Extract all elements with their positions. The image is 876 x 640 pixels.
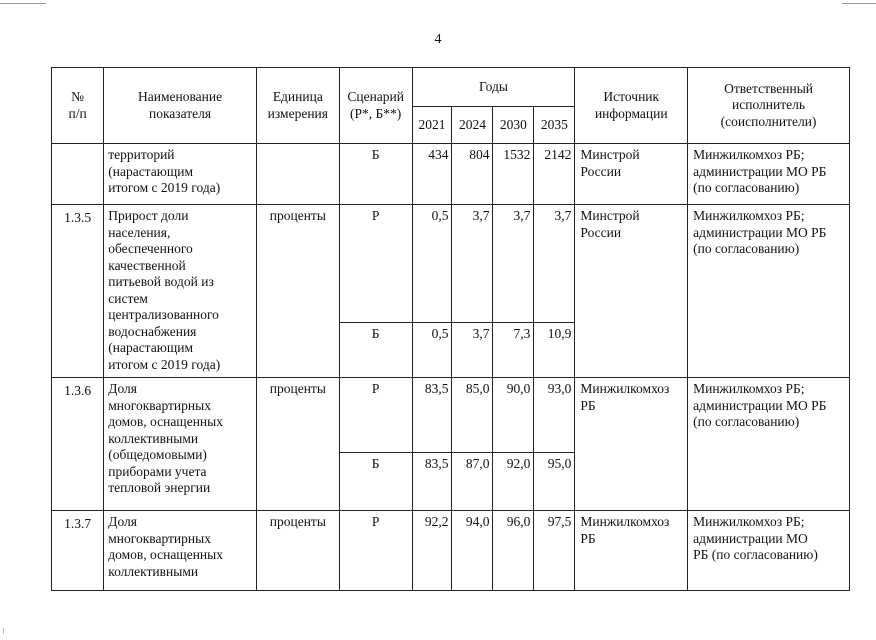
value-2021: 83,5	[412, 378, 452, 453]
header-year-2024: 2024	[452, 107, 493, 144]
row-responsible: Минжилкомхоз РБ; администрации МО РБ (по согласованию)	[688, 511, 850, 591]
row-unit: проценты	[256, 378, 339, 511]
table-row	[52, 378, 850, 453]
row-unit	[256, 144, 339, 205]
header-year-2021: 2021	[412, 107, 452, 144]
value-2030: 90,0	[493, 378, 534, 453]
value-2035: 97,5	[534, 511, 575, 591]
row-unit: проценты	[256, 205, 339, 378]
header-responsible: Ответственный исполнитель (соисполнители)	[688, 68, 850, 144]
table-row	[52, 144, 850, 205]
value-2024: 87,0	[452, 453, 493, 511]
header-year-2030: 2030	[493, 107, 534, 144]
value-2021: 92,2	[412, 511, 452, 591]
value-2030: 3,7	[493, 205, 534, 323]
value-2021: 83,5	[412, 453, 452, 511]
header-scenario: Сценарий (Р*, Б**)	[339, 68, 412, 144]
table-row	[52, 511, 850, 591]
header-name: Наименование показателя	[104, 68, 257, 144]
value-2024: 3,7	[452, 205, 493, 323]
row-responsible: Минжилкомхоз РБ; администрации МО РБ (по согласованию)	[688, 144, 850, 205]
row-name: территорий (нарастающим итогом с 2019 года)	[104, 144, 257, 205]
header-num: № п/п	[52, 68, 104, 144]
row-scenario: Р	[339, 205, 412, 323]
row-name: Доля многоквартирных домов, оснащенных коллективными (общедомовыми) приборами учета тепловой энергии	[104, 378, 257, 511]
row-source: Минстрой России	[575, 144, 688, 205]
row-num	[52, 144, 104, 205]
header-years-group: Годы	[412, 68, 575, 107]
row-num: 1.3.5	[52, 205, 104, 378]
value-2030: 1532	[493, 144, 534, 205]
row-num: 1.3.6	[52, 378, 104, 511]
row-num: 1.3.7	[52, 511, 104, 591]
row-name: Доля многоквартирных домов, оснащенных коллективными	[104, 511, 257, 591]
scan-artifact	[3, 628, 4, 634]
value-2024: 3,7	[452, 323, 493, 378]
value-2035: 2142	[534, 144, 575, 205]
row-scenario: Б	[339, 144, 412, 205]
row-responsible: Минжилкомхоз РБ; администрации МО РБ (по согласованию)	[688, 378, 850, 511]
row-name: Прирост доли населения, обеспеченного качественной питьевой водой из систем централизованного водоснабжения (нарастающим итогом с 2019 года)	[104, 205, 257, 378]
row-source: Минжилкомхоз РБ	[575, 511, 688, 591]
value-2024: 85,0	[452, 378, 493, 453]
header-source: Источник информации	[575, 68, 688, 144]
row-responsible: Минжилкомхоз РБ; администрации МО РБ (по согласованию)	[688, 205, 850, 378]
value-2035: 3,7	[534, 205, 575, 323]
scan-edge-line-right	[842, 3, 876, 4]
value-2030: 7,3	[493, 323, 534, 378]
indicators-table	[51, 67, 850, 591]
row-scenario: Р	[339, 378, 412, 453]
page-number: 4	[434, 32, 442, 47]
row-scenario: Б	[339, 323, 412, 378]
row-source: Минстрой России	[575, 205, 688, 378]
value-2024: 94,0	[452, 511, 493, 591]
header-year-2035: 2035	[534, 107, 575, 144]
value-2030: 96,0	[493, 511, 534, 591]
row-scenario: Р	[339, 511, 412, 591]
row-scenario: Б	[339, 453, 412, 511]
value-2021: 0,5	[412, 205, 452, 323]
value-2035: 10,9	[534, 323, 575, 378]
table-row	[52, 205, 850, 323]
value-2021: 434	[412, 144, 452, 205]
header-unit: Единица измерения	[256, 68, 339, 144]
value-2035: 95,0	[534, 453, 575, 511]
value-2024: 804	[452, 144, 493, 205]
scan-edge-line-left	[0, 3, 46, 4]
row-source: Минжилкомхоз РБ	[575, 378, 688, 511]
value-2030: 92,0	[493, 453, 534, 511]
value-2035: 93,0	[534, 378, 575, 453]
value-2021: 0,5	[412, 323, 452, 378]
row-unit: проценты	[256, 511, 339, 591]
